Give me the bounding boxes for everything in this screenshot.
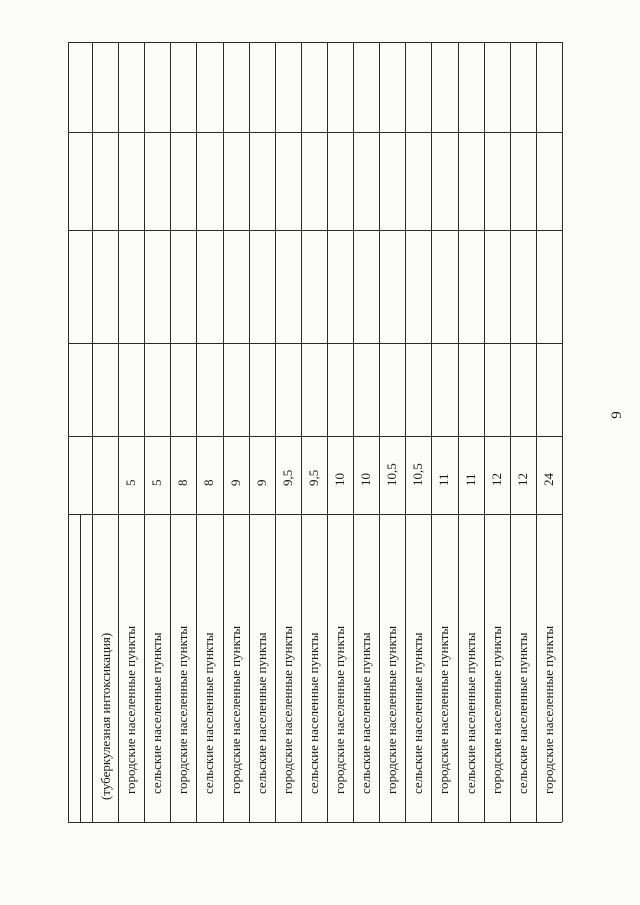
column-separator [68,514,562,515]
row-label: сельские населенные пункты [201,632,217,794]
row-value: 10,5 [384,463,400,486]
row-value: 12 [488,473,504,486]
row-value: 8 [175,479,191,486]
row-separator [301,42,302,822]
column-separator [68,343,562,344]
row-value: 11 [436,473,452,486]
row-value: 11 [462,473,478,486]
row-label: сельские населенные пункты [410,632,426,794]
row-separator [118,42,119,822]
row-separator [458,42,459,822]
page-number: 9 [609,411,625,419]
row-separator [327,42,328,822]
row-label: городские населенные пункты [384,625,400,794]
row-value: 10 [358,473,374,486]
row-value: 12 [514,473,530,486]
row-separator [170,42,171,822]
row-label: городские населенные пункты [279,625,295,794]
row-separator [484,42,485,822]
row-separator [249,42,250,822]
table-border-left [68,42,69,822]
row-separator [275,42,276,822]
row-separator [144,42,145,822]
row-value: 5 [123,479,139,486]
row-label: городские населенные пункты [123,625,139,794]
row-label: сельские населенные пункты [514,632,530,794]
row-value: 9,5 [279,469,295,486]
row-value: 5 [149,479,165,486]
row-label: городские населенные пункты [175,625,191,794]
row-value: 9 [227,479,243,486]
table-border-bottom [68,822,562,823]
row-label: сельские населенные пункты [462,632,478,794]
row-separator [379,42,380,822]
row-separator [80,514,81,822]
row-separator [223,42,224,822]
column-separator [68,132,562,133]
table-border-top [68,42,562,43]
row-value: 10 [332,473,347,486]
row-label: городские населенные пункты [227,625,243,794]
row-separator [353,42,354,822]
row-separator [431,42,432,822]
table-border-right [562,42,563,822]
row-label: городские населенные пункты [332,625,347,794]
row-label: городские населенные пункты [436,625,452,794]
row-separator [92,42,93,822]
row-separator [536,42,537,822]
row-label: городские населенные пункты [488,625,504,794]
row-separator [196,42,197,822]
row-label: сельские населенные пункты [149,632,165,794]
row-value: 8 [201,479,217,486]
row-separator [405,42,406,822]
category-header-text: (туберкулезная интоксикация) [98,632,113,800]
row-label: городские населенные пункты [540,625,556,794]
row-value: 24 [540,473,556,486]
row-label: сельские населенные пункты [305,632,321,794]
row-separator [510,42,511,822]
column-separator [68,230,562,231]
column-separator [68,436,562,437]
row-label: сельские населенные пункты [358,632,374,794]
row-value: 9,5 [305,469,321,486]
row-label: сельские населенные пункты [253,632,269,794]
row-value: 9 [253,479,269,486]
row-value: 10,5 [410,463,426,486]
